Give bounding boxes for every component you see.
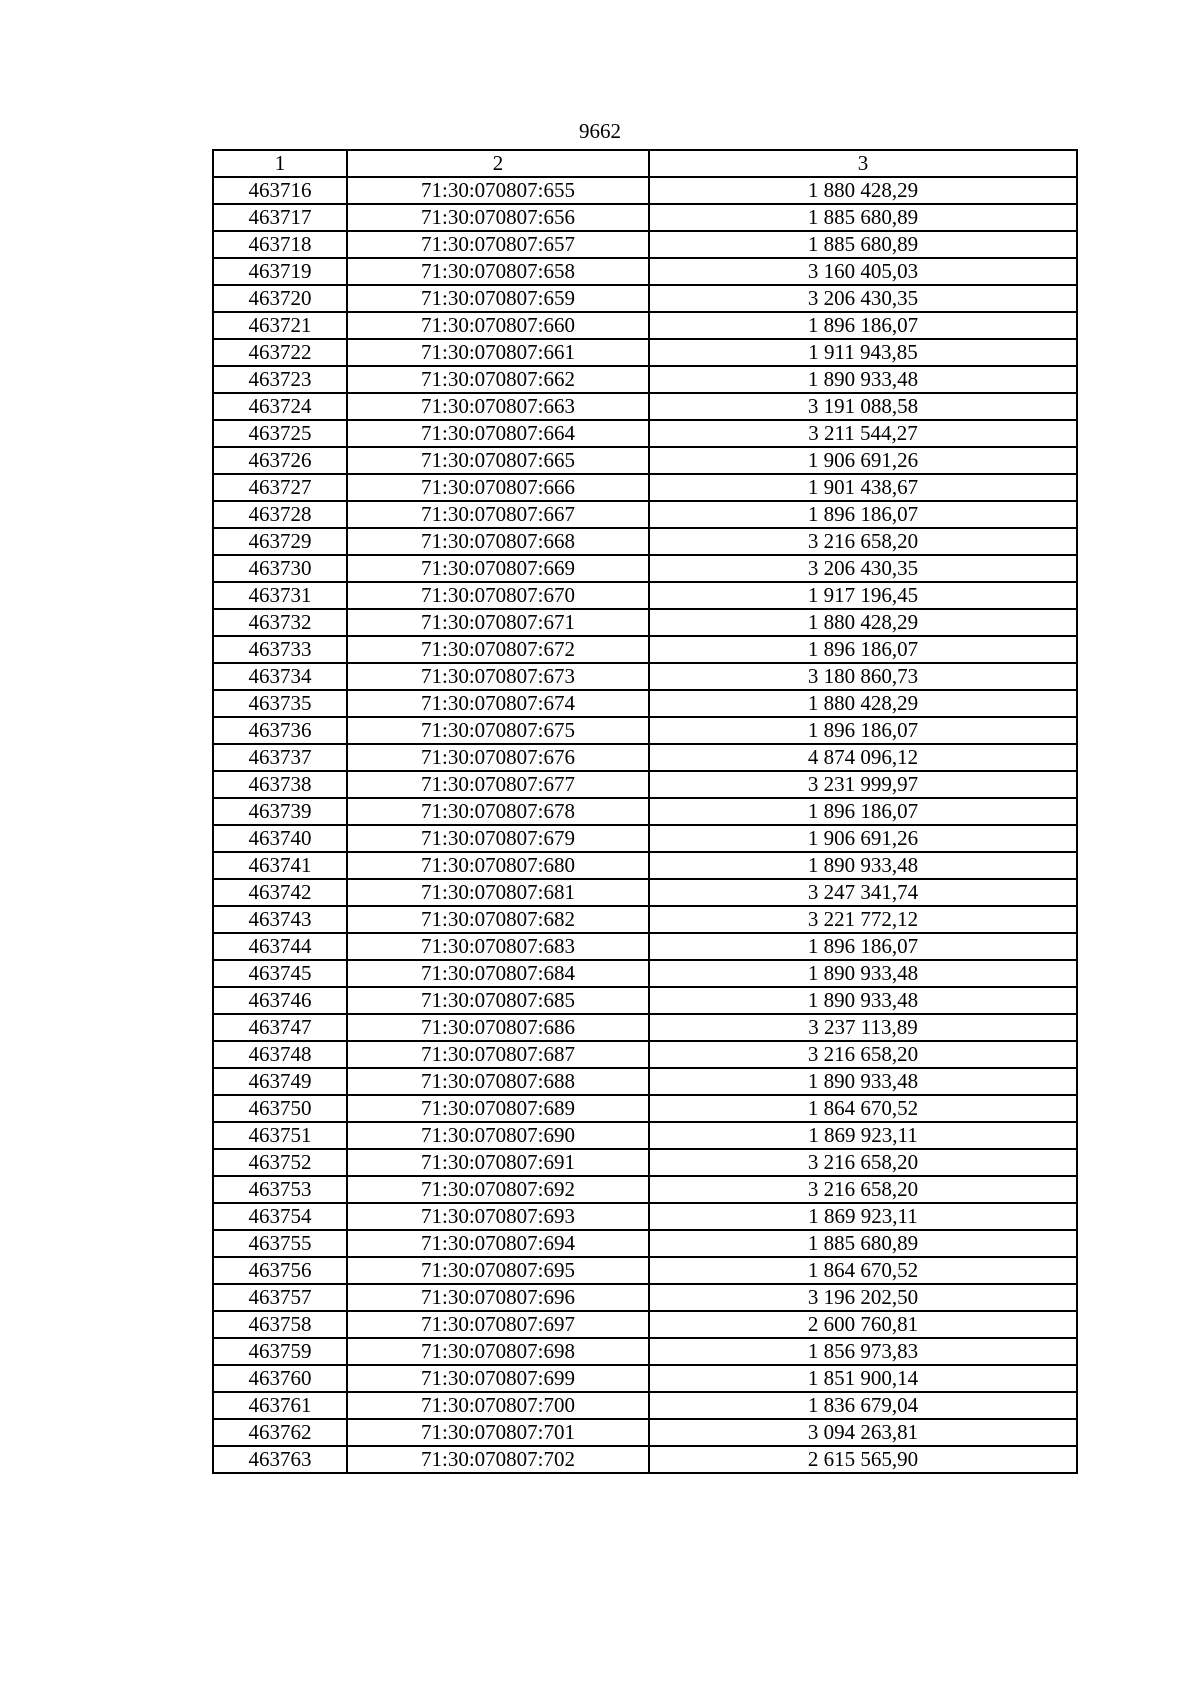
table-row — [213, 717, 1077, 744]
cell-number: 463754 — [213, 1203, 347, 1230]
cell-number: 463724 — [213, 393, 347, 420]
table-row — [213, 528, 1077, 555]
cell-cadastral-number: 71:30:070807:696 — [347, 1284, 649, 1311]
cell-cadastral-number: 71:30:070807:664 — [347, 420, 649, 447]
page-number: 9662 — [579, 119, 621, 143]
cell-value: 3 206 430,35 — [649, 285, 1077, 312]
cell-cadastral-number: 71:30:070807:677 — [347, 771, 649, 798]
cell-value: 1 896 186,07 — [649, 933, 1077, 960]
table-row — [213, 1014, 1077, 1041]
cell-number: 463730 — [213, 555, 347, 582]
cell-value: 1 869 923,11 — [649, 1122, 1077, 1149]
cell-cadastral-number: 71:30:070807:683 — [347, 933, 649, 960]
cell-value: 4 874 096,12 — [649, 744, 1077, 771]
cell-number: 463755 — [213, 1230, 347, 1257]
cell-value: 1 896 186,07 — [649, 636, 1077, 663]
cell-cadastral-number: 71:30:070807:657 — [347, 231, 649, 258]
cell-value: 1 896 186,07 — [649, 501, 1077, 528]
table-body — [213, 177, 1077, 1473]
cell-cadastral-number: 71:30:070807:671 — [347, 609, 649, 636]
cell-cadastral-number: 71:30:070807:698 — [347, 1338, 649, 1365]
cell-cadastral-number: 71:30:070807:661 — [347, 339, 649, 366]
cell-value: 1 836 679,04 — [649, 1392, 1077, 1419]
column-header-1: 1 — [213, 150, 347, 177]
table-row — [213, 555, 1077, 582]
cell-number: 463725 — [213, 420, 347, 447]
cell-cadastral-number: 71:30:070807:663 — [347, 393, 649, 420]
cell-value: 1 911 943,85 — [649, 339, 1077, 366]
cell-value: 1 885 680,89 — [649, 1230, 1077, 1257]
cell-cadastral-number: 71:30:070807:662 — [347, 366, 649, 393]
cell-value: 1 880 428,29 — [649, 690, 1077, 717]
cell-number: 463743 — [213, 906, 347, 933]
table-row — [213, 1392, 1077, 1419]
cell-cadastral-number: 71:30:070807:659 — [347, 285, 649, 312]
table-row — [213, 690, 1077, 717]
cell-value: 3 216 658,20 — [649, 1041, 1077, 1068]
cell-cadastral-number: 71:30:070807:673 — [347, 663, 649, 690]
table-row — [213, 1365, 1077, 1392]
cell-number: 463760 — [213, 1365, 347, 1392]
cell-number: 463722 — [213, 339, 347, 366]
cell-number: 463732 — [213, 609, 347, 636]
cell-cadastral-number: 71:30:070807:678 — [347, 798, 649, 825]
cell-cadastral-number: 71:30:070807:676 — [347, 744, 649, 771]
cell-value: 1 896 186,07 — [649, 717, 1077, 744]
cell-value: 3 237 113,89 — [649, 1014, 1077, 1041]
table-row — [213, 420, 1077, 447]
cell-number: 463721 — [213, 312, 347, 339]
cell-number: 463752 — [213, 1149, 347, 1176]
cell-value: 1 896 186,07 — [649, 312, 1077, 339]
column-header-3: 3 — [649, 150, 1077, 177]
cell-cadastral-number: 71:30:070807:667 — [347, 501, 649, 528]
table-row — [213, 771, 1077, 798]
cell-number: 463756 — [213, 1257, 347, 1284]
cell-cadastral-number: 71:30:070807:660 — [347, 312, 649, 339]
cell-cadastral-number: 71:30:070807:691 — [347, 1149, 649, 1176]
table-row — [213, 1446, 1077, 1473]
cell-value: 2 615 565,90 — [649, 1446, 1077, 1473]
cell-value: 3 211 544,27 — [649, 420, 1077, 447]
cell-cadastral-number: 71:30:070807:702 — [347, 1446, 649, 1473]
table-row — [213, 663, 1077, 690]
table-row — [213, 285, 1077, 312]
table-row — [213, 582, 1077, 609]
cell-cadastral-number: 71:30:070807:688 — [347, 1068, 649, 1095]
cell-number: 463738 — [213, 771, 347, 798]
cell-number: 463741 — [213, 852, 347, 879]
cell-cadastral-number: 71:30:070807:695 — [347, 1257, 649, 1284]
cell-cadastral-number: 71:30:070807:692 — [347, 1176, 649, 1203]
cell-value: 3 216 658,20 — [649, 1176, 1077, 1203]
table-row — [213, 474, 1077, 501]
cell-number: 463735 — [213, 690, 347, 717]
table-row — [213, 987, 1077, 1014]
header-row — [213, 150, 1077, 177]
cell-number: 463728 — [213, 501, 347, 528]
cell-cadastral-number: 71:30:070807:687 — [347, 1041, 649, 1068]
cell-number: 463758 — [213, 1311, 347, 1338]
cell-value: 1 896 186,07 — [649, 798, 1077, 825]
cell-cadastral-number: 71:30:070807:674 — [347, 690, 649, 717]
cell-number: 463747 — [213, 1014, 347, 1041]
cell-value: 1 864 670,52 — [649, 1095, 1077, 1122]
table-row — [213, 393, 1077, 420]
table-row — [213, 609, 1077, 636]
table-row — [213, 1203, 1077, 1230]
cell-value: 3 247 341,74 — [649, 879, 1077, 906]
cell-value: 3 216 658,20 — [649, 1149, 1077, 1176]
table-row — [213, 1257, 1077, 1284]
table-row — [213, 1095, 1077, 1122]
table-row — [213, 1149, 1077, 1176]
cell-number: 463762 — [213, 1419, 347, 1446]
cell-cadastral-number: 71:30:070807:701 — [347, 1419, 649, 1446]
cell-number: 463720 — [213, 285, 347, 312]
cell-number: 463753 — [213, 1176, 347, 1203]
cell-number: 463745 — [213, 960, 347, 987]
cell-value: 1 880 428,29 — [649, 609, 1077, 636]
cell-cadastral-number: 71:30:070807:681 — [347, 879, 649, 906]
cell-value: 1 851 900,14 — [649, 1365, 1077, 1392]
cell-value: 1 890 933,48 — [649, 366, 1077, 393]
cell-value: 3 094 263,81 — [649, 1419, 1077, 1446]
cell-cadastral-number: 71:30:070807:680 — [347, 852, 649, 879]
cell-value: 1 906 691,26 — [649, 447, 1077, 474]
cell-number: 463717 — [213, 204, 347, 231]
data-table — [212, 149, 1078, 1474]
table-row — [213, 1338, 1077, 1365]
cell-number: 463759 — [213, 1338, 347, 1365]
cell-number: 463757 — [213, 1284, 347, 1311]
cell-value: 3 160 405,03 — [649, 258, 1077, 285]
table-row — [213, 636, 1077, 663]
cell-number: 463742 — [213, 879, 347, 906]
cell-cadastral-number: 71:30:070807:682 — [347, 906, 649, 933]
table-row — [213, 1041, 1077, 1068]
cell-value: 3 216 658,20 — [649, 528, 1077, 555]
cell-number: 463751 — [213, 1122, 347, 1149]
cell-number: 463719 — [213, 258, 347, 285]
cell-value: 3 196 202,50 — [649, 1284, 1077, 1311]
cell-value: 3 231 999,97 — [649, 771, 1077, 798]
cell-cadastral-number: 71:30:070807:679 — [347, 825, 649, 852]
table-row — [213, 906, 1077, 933]
table-row — [213, 1176, 1077, 1203]
column-header-2: 2 — [347, 150, 649, 177]
cell-cadastral-number: 71:30:070807:655 — [347, 177, 649, 204]
cell-cadastral-number: 71:30:070807:694 — [347, 1230, 649, 1257]
cell-number: 463716 — [213, 177, 347, 204]
cell-cadastral-number: 71:30:070807:658 — [347, 258, 649, 285]
cell-number: 463726 — [213, 447, 347, 474]
cell-value: 3 221 772,12 — [649, 906, 1077, 933]
table-row — [213, 366, 1077, 393]
table-row — [213, 1419, 1077, 1446]
cell-cadastral-number: 71:30:070807:685 — [347, 987, 649, 1014]
cell-value: 1 890 933,48 — [649, 852, 1077, 879]
table-header — [213, 150, 1077, 177]
table-row — [213, 339, 1077, 366]
cell-number: 463734 — [213, 663, 347, 690]
cell-cadastral-number: 71:30:070807:690 — [347, 1122, 649, 1149]
cell-number: 463736 — [213, 717, 347, 744]
cell-value: 1 890 933,48 — [649, 987, 1077, 1014]
cell-cadastral-number: 71:30:070807:700 — [347, 1392, 649, 1419]
table-row — [213, 744, 1077, 771]
table-row — [213, 1068, 1077, 1095]
cell-number: 463733 — [213, 636, 347, 663]
cell-number: 463723 — [213, 366, 347, 393]
table-row — [213, 1230, 1077, 1257]
cell-cadastral-number: 71:30:070807:697 — [347, 1311, 649, 1338]
table-row — [213, 501, 1077, 528]
table-row — [213, 852, 1077, 879]
cell-number: 463749 — [213, 1068, 347, 1095]
cell-number: 463727 — [213, 474, 347, 501]
cell-number: 463740 — [213, 825, 347, 852]
cell-value: 3 206 430,35 — [649, 555, 1077, 582]
table-row — [213, 825, 1077, 852]
cell-cadastral-number: 71:30:070807:689 — [347, 1095, 649, 1122]
cell-value: 1 869 923,11 — [649, 1203, 1077, 1230]
cell-value: 1 890 933,48 — [649, 1068, 1077, 1095]
cell-cadastral-number: 71:30:070807:699 — [347, 1365, 649, 1392]
cell-cadastral-number: 71:30:070807:666 — [347, 474, 649, 501]
cell-number: 463761 — [213, 1392, 347, 1419]
cell-value: 1 901 438,67 — [649, 474, 1077, 501]
table-row — [213, 231, 1077, 258]
cell-cadastral-number: 71:30:070807:670 — [347, 582, 649, 609]
cell-number: 463739 — [213, 798, 347, 825]
cell-number: 463744 — [213, 933, 347, 960]
cell-cadastral-number: 71:30:070807:668 — [347, 528, 649, 555]
cell-number: 463750 — [213, 1095, 347, 1122]
table-row — [213, 177, 1077, 204]
cell-value: 1 890 933,48 — [649, 960, 1077, 987]
cell-cadastral-number: 71:30:070807:675 — [347, 717, 649, 744]
cell-number: 463731 — [213, 582, 347, 609]
cell-value: 1 906 691,26 — [649, 825, 1077, 852]
cell-cadastral-number: 71:30:070807:665 — [347, 447, 649, 474]
cell-value: 3 191 088,58 — [649, 393, 1077, 420]
table-row — [213, 312, 1077, 339]
cell-number: 463748 — [213, 1041, 347, 1068]
table-row — [213, 798, 1077, 825]
cell-value: 1 885 680,89 — [649, 231, 1077, 258]
cell-value: 2 600 760,81 — [649, 1311, 1077, 1338]
table-row — [213, 933, 1077, 960]
cell-value: 1 856 973,83 — [649, 1338, 1077, 1365]
cell-cadastral-number: 71:30:070807:684 — [347, 960, 649, 987]
table-row — [213, 1284, 1077, 1311]
cell-number: 463737 — [213, 744, 347, 771]
table-row — [213, 258, 1077, 285]
table-row — [213, 1122, 1077, 1149]
cell-cadastral-number: 71:30:070807:672 — [347, 636, 649, 663]
table-row — [213, 447, 1077, 474]
cell-value: 1 864 670,52 — [649, 1257, 1077, 1284]
table-row — [213, 879, 1077, 906]
cell-number: 463763 — [213, 1446, 347, 1473]
table-row — [213, 960, 1077, 987]
cell-cadastral-number: 71:30:070807:686 — [347, 1014, 649, 1041]
cell-value: 1 880 428,29 — [649, 177, 1077, 204]
table-row — [213, 204, 1077, 231]
cell-cadastral-number: 71:30:070807:693 — [347, 1203, 649, 1230]
cell-number: 463746 — [213, 987, 347, 1014]
cell-number: 463718 — [213, 231, 347, 258]
cell-number: 463729 — [213, 528, 347, 555]
table-row — [213, 1311, 1077, 1338]
cell-value: 1 917 196,45 — [649, 582, 1077, 609]
cell-value: 1 885 680,89 — [649, 204, 1077, 231]
cell-value: 3 180 860,73 — [649, 663, 1077, 690]
cell-cadastral-number: 71:30:070807:669 — [347, 555, 649, 582]
cell-cadastral-number: 71:30:070807:656 — [347, 204, 649, 231]
